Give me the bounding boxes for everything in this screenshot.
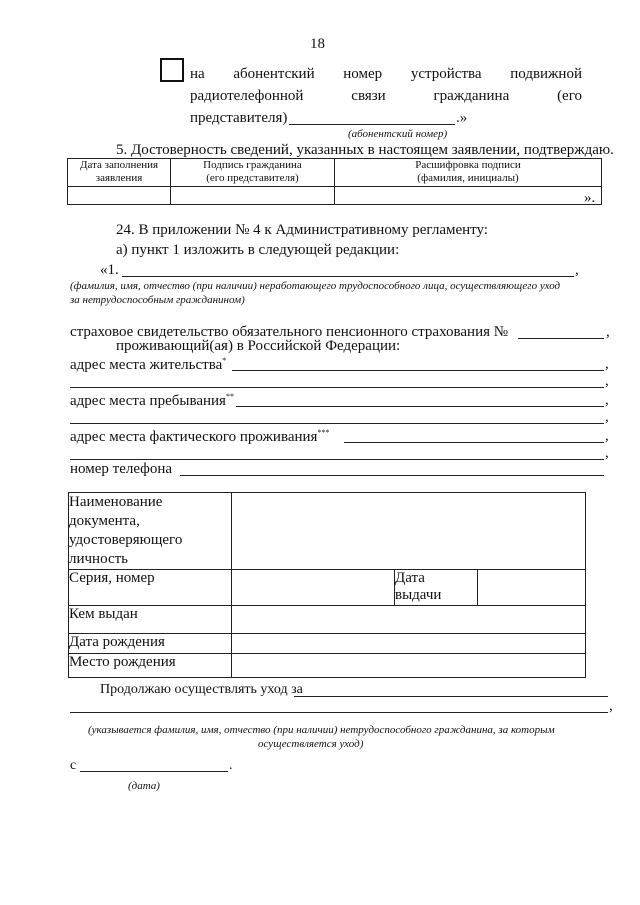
birth-date-cell[interactable] <box>232 634 586 654</box>
option-word: (его <box>557 88 582 104</box>
sign-header-signature: Подпись гражданина (его представителя) <box>171 159 335 187</box>
cared-person-hint-1: (указывается фамилия, имя, отчество (при наличии) нетрудоспособного гражданина, за которым <box>88 724 555 736</box>
doc-issuer-cell[interactable] <box>232 606 586 634</box>
cared-person-field-2[interactable] <box>70 712 608 713</box>
signature-table <box>67 158 602 205</box>
residence-address-field-2[interactable] <box>70 387 604 388</box>
point-1-prefix: «1. <box>100 262 119 278</box>
date-hint: (дата) <box>128 780 160 792</box>
sign-header-decoding: Расшифровка подписи (фамилия, инициалы) <box>335 159 602 187</box>
option-word: на <box>190 66 205 82</box>
option-word: устройства <box>410 66 482 82</box>
stay-address-label: адрес места пребывания** <box>70 392 234 409</box>
cared-person-field[interactable] <box>294 696 608 697</box>
residence-comma: , <box>605 356 609 372</box>
sign-table-close: ». <box>584 190 596 206</box>
snils-label: страховое свидетельство обязательного пенсионного страхования № <box>70 324 509 340</box>
stay-comma-2: , <box>605 409 609 425</box>
phone-number-hint: (абонентский номер) <box>348 128 448 140</box>
point-1-comma: , <box>575 262 579 278</box>
doc-series-cell[interactable] <box>232 570 395 606</box>
stay-comma: , <box>605 392 609 408</box>
sign-decoding-cell[interactable] <box>335 187 602 205</box>
residence-comma-2: , <box>605 373 609 389</box>
item-24a-text: а) пункт 1 изложить в следующей редакции: <box>116 242 400 258</box>
caregiver-name-field[interactable] <box>122 276 574 277</box>
stay-address-field-2[interactable] <box>70 423 604 424</box>
actual-address-field[interactable] <box>344 442 604 443</box>
snils-field[interactable] <box>518 338 604 339</box>
actual-comma: , <box>605 428 609 444</box>
residence-address-field[interactable] <box>232 370 604 371</box>
actual-comma-2: , <box>605 445 609 461</box>
doc-name-cell[interactable] <box>232 493 586 570</box>
phone-number-field[interactable] <box>289 124 455 125</box>
cared-person-hint-2: осуществляется уход) <box>258 738 364 750</box>
option-word: связи <box>351 88 386 104</box>
actual-address-field-2[interactable] <box>70 459 604 460</box>
caregiver-name-hint-1: (фамилия, имя, отчество (при наличии) неработающего трудоспособного лица, осуществляющего уход <box>70 280 561 292</box>
doc-issue-date-cell[interactable] <box>478 570 586 606</box>
caregiver-name-hint-2: за нетрудоспособным гражданином) <box>70 294 245 306</box>
option-line-2 <box>190 88 582 105</box>
snils-comma: , <box>606 324 610 340</box>
item-24-text: 24. В приложении № 4 к Административному регламенту: <box>116 222 488 238</box>
stay-address-field[interactable] <box>236 406 604 407</box>
option-word: подвижной <box>510 66 582 82</box>
option-word: гражданина <box>433 88 510 104</box>
option-word: абонентский <box>233 66 315 82</box>
phone-label: номер телефона <box>70 461 173 477</box>
sign-date-cell[interactable] <box>68 187 171 205</box>
sign-signature-cell[interactable] <box>171 187 335 205</box>
birth-place-label: Место рождения <box>69 654 232 678</box>
sign-header-date: Дата заполнения заявления <box>68 159 171 187</box>
birth-date-label: Дата рождения <box>69 634 232 654</box>
since-dot: . <box>229 758 233 773</box>
option-line-3-prefix: представителя) <box>190 110 288 126</box>
option-line-3-suffix: .» <box>456 110 468 126</box>
identity-document-table <box>68 492 586 678</box>
option-word: радиотелефонной <box>190 88 304 104</box>
residing-text: проживающий(ая) в Российской Федерации: <box>116 338 401 354</box>
actual-address-label: адрес места фактического проживания*** <box>70 428 330 445</box>
residence-address-label: адрес места жительства* <box>70 356 227 373</box>
care-label: Продолжаю осуществлять уход за <box>100 682 303 697</box>
doc-series-label: Серия, номер <box>69 570 232 606</box>
phone-field[interactable] <box>180 475 604 476</box>
since-label: с <box>70 758 77 773</box>
doc-name-label: Наименование документа, удостоверяющего личность <box>69 493 232 570</box>
since-date-field[interactable] <box>80 771 228 772</box>
care-comma: , <box>609 698 613 714</box>
item-5-text: 5. Достоверность сведений, указанных в настоящем заявлении, подтверждаю. <box>116 142 614 158</box>
page-number: 18 <box>310 36 325 52</box>
option-word: номер <box>343 66 383 82</box>
phone-option-checkbox[interactable] <box>160 58 184 82</box>
birth-place-cell[interactable] <box>232 654 586 678</box>
doc-issue-date-label: Дата выдачи <box>395 570 478 606</box>
option-line-1 <box>190 66 582 83</box>
doc-issuer-label: Кем выдан <box>69 606 232 634</box>
